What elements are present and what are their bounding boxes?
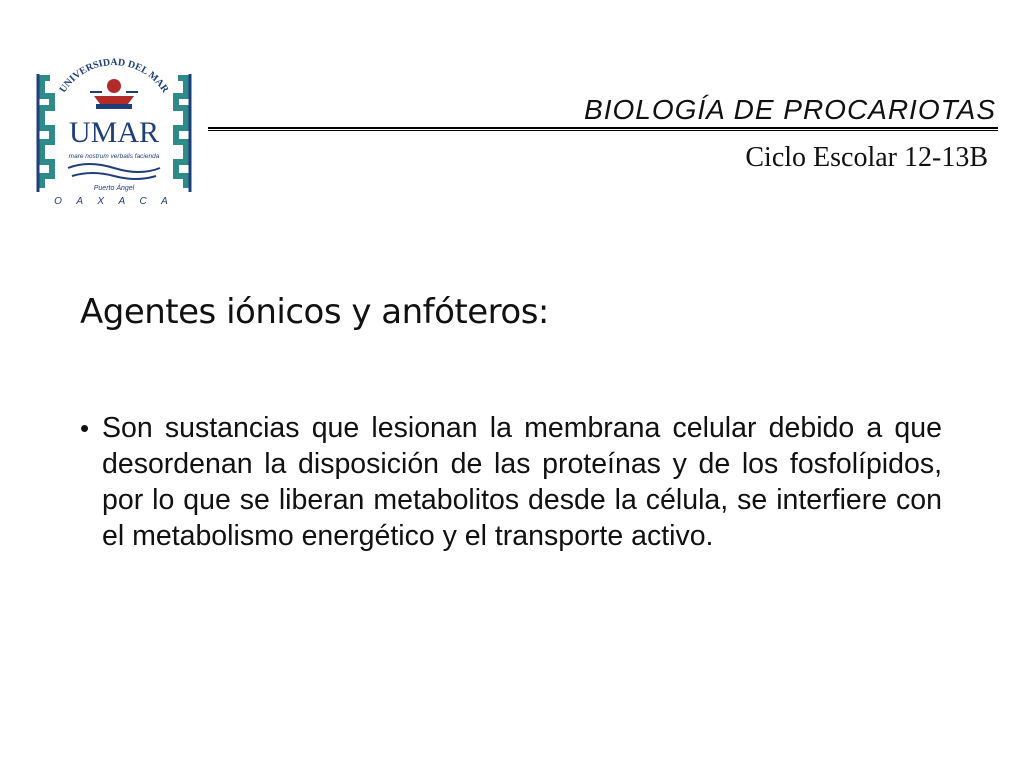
- logo-campus: Puerto Ángel: [93, 185, 135, 192]
- header-divider: [208, 127, 998, 131]
- logo-state: O A X A C A: [54, 196, 174, 207]
- right-greek-key-border: [176, 78, 186, 188]
- logo-waves: [68, 164, 160, 179]
- course-title: BIOLOGÍA DE PROCARIOTAS: [584, 94, 996, 125]
- school-cycle: Ciclo Escolar 12-13B: [745, 142, 988, 173]
- logo-monogram: UMAR: [68, 116, 160, 149]
- bullet-list: [80, 410, 942, 554]
- logo-motto: mare nostrum verbalis facienda: [68, 153, 160, 160]
- slide-title: Agentes iónicos y anfóteros:: [80, 292, 549, 332]
- bullet-item: [80, 410, 942, 554]
- left-greek-key-border: [42, 78, 52, 188]
- logo-emblem: [90, 79, 138, 109]
- university-logo: [28, 38, 200, 210]
- bullet-marker: •: [80, 413, 90, 443]
- bullet-text: Son sustancias que lesionan la membrana celular debido a que desordenan la disposición de las proteínas y de los fosfolípidos, por lo que se liberan metabolitos desde la célula, se interfiere con el metabolismo energético y el transporte activo.: [102, 412, 942, 552]
- logo-arc-text: UNIVERSIDAD DEL MAR: [57, 57, 171, 96]
